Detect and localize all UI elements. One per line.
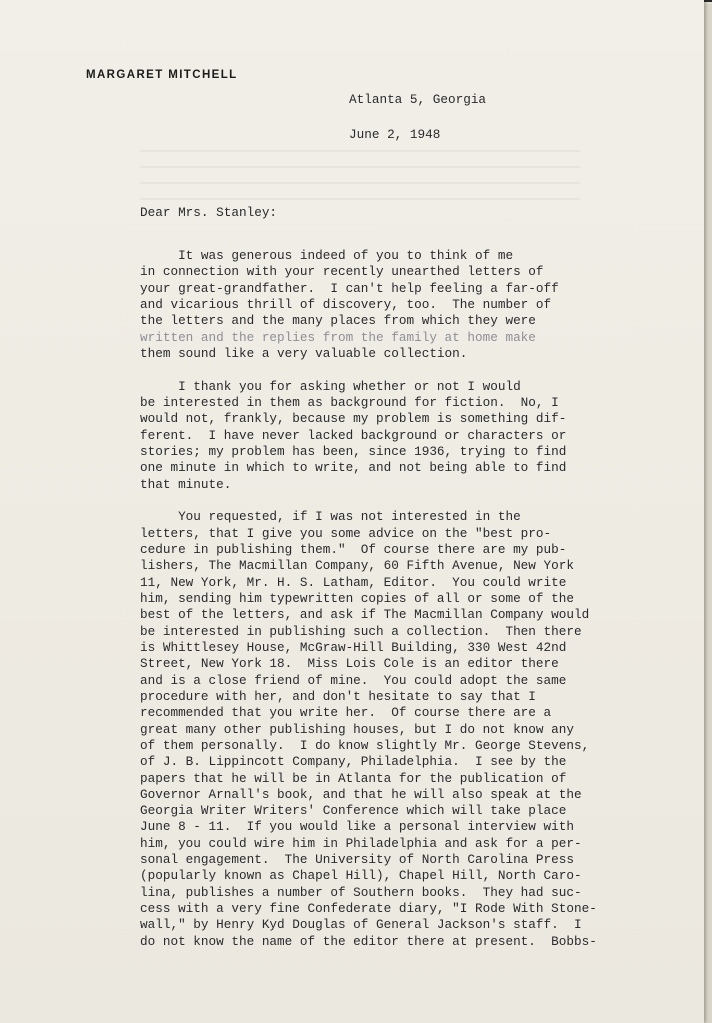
text-line: written and the replies from the family at home make — [140, 329, 536, 345]
text-line: of J. B. Lippincott Company, Philadelphia. I see by the — [140, 754, 567, 770]
text-line: one minute in which to write, and not being able to find — [140, 460, 567, 476]
text-line: Street, New York 18. Miss Lois Cole is an editor there — [140, 656, 559, 672]
text-line: sonal engagement. The University of North Carolina Press — [140, 852, 574, 868]
text-line: be interested in publishing such a collection. Then there — [140, 623, 582, 639]
text-line: be interested in them as background for fiction. No, I — [140, 394, 559, 410]
text-line: I thank you for asking whether or not I would — [140, 378, 521, 394]
letter-body — [140, 248, 597, 966]
text-line: of them personally. I do know slightly Mr. George Stevens, — [140, 737, 590, 753]
text-line: lina, publishes a number of Southern books. They had suc- — [140, 884, 582, 900]
text-line: lishers, The Macmillan Company, 60 Fifth Avenue, New York — [140, 558, 574, 574]
letter-date: June 2, 1948 — [349, 127, 441, 142]
sender-address: Atlanta 5, Georgia — [349, 92, 487, 107]
body-paragraph — [140, 379, 597, 493]
text-line: procedure with her, and don't hesitate to say that I — [140, 688, 536, 704]
text-line: 11, New York, Mr. H. S. Latham, Editor. You could write — [140, 574, 567, 590]
salutation: Dear Mrs. Stanley: — [140, 205, 278, 220]
text-line: Georgia Writer Writers' Conference which will take place — [140, 803, 567, 819]
text-line: do not know the name of the editor there at present. Bobbs- — [140, 933, 597, 949]
text-line: cess with a very fine Confederate diary, "I Rode With Stone- — [140, 901, 597, 917]
text-line: recommended that you write her. Of course there are a — [140, 705, 552, 721]
text-line: (popularly known as Chapel Hill), Chapel Hill, North Caro- — [140, 868, 582, 884]
text-line: and vicarious thrill of discovery, too. The number of — [140, 296, 552, 312]
text-line: June 8 - 11. If you would like a personal interview with — [140, 819, 574, 835]
text-line: You requested, if I was not interested in the — [140, 509, 521, 525]
text-line: and is a close friend of mine. You could adopt the same — [140, 672, 567, 688]
text-line: great many other publishing houses, but I do not know any — [140, 721, 574, 737]
text-line: cedure in publishing them." Of course there are my pub- — [140, 541, 567, 557]
text-line: them sound like a very valuable collection. — [140, 345, 468, 361]
body-paragraph — [140, 248, 597, 362]
text-line: in connection with your recently unearthed letters of — [140, 264, 544, 280]
text-line: Governor Arnall's book, and that he will also speak at the — [140, 786, 582, 802]
text-line: letters, that I give you some advice on the "best pro- — [140, 525, 552, 541]
show-through-text — [140, 150, 580, 210]
letterhead: MARGARET MITCHELL — [86, 69, 238, 81]
text-line: would not, frankly, because my problem is something dif- — [140, 411, 567, 427]
text-line: is Whittlesey House, McGraw-Hill Building, 330 West 42nd — [140, 639, 567, 655]
text-line: him, you could wire him in Philadelphia and ask for a per- — [140, 835, 582, 851]
text-line: It was generous indeed of you to think of me — [140, 248, 514, 263]
body-paragraph — [140, 509, 597, 950]
text-line: stories; my problem has been, since 1936, trying to find — [140, 443, 567, 459]
text-line: papers that he will be in Atlanta for the publication of — [140, 770, 567, 786]
text-line: him, sending him typewritten copies of all or some of the — [140, 590, 574, 606]
text-line: your great-grandfather. I can't help feeling a far-off — [140, 280, 559, 296]
text-line: best of the letters, and ask if The Macmillan Company would — [140, 607, 590, 623]
text-line: the letters and the many places from which they were — [140, 313, 536, 329]
text-line: that minute. — [140, 476, 232, 492]
text-line: ferent. I have never lacked background or characters or — [140, 427, 567, 443]
text-line: wall," by Henry Kyd Douglas of General Jackson's staff. I — [140, 917, 582, 933]
